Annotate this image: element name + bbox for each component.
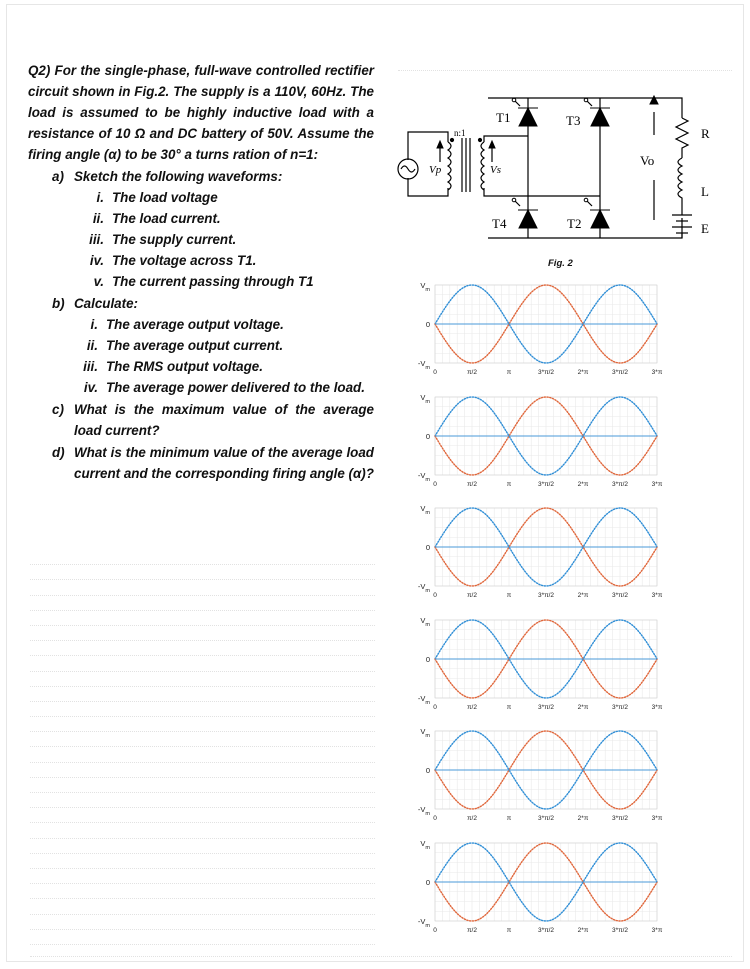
y-tick-label: $V_m$: [420, 727, 430, 739]
part-letter: d): [52, 445, 65, 460]
answer-line: [30, 763, 375, 778]
x-tick-label: π/2: [467, 369, 477, 376]
sub-item-number: iv.: [83, 380, 98, 395]
sub-item: [58, 377, 374, 398]
waveform-plot: [400, 387, 670, 492]
question-intro: Q2) For the single-phase, full-wave controlled rectifier circuit shown in Fig.2. The supply is a 110V, 60Hz. The load is assumed to be highly inductive load with a resistance of 10 Ω and DC battery of 50V. Assume the firing angle (α) to be 30° a turns ration of n=1:: [28, 63, 374, 162]
sub-item-text: The voltage across T1.: [112, 253, 257, 268]
x-tick-label: 3*π/2: [537, 592, 555, 599]
x-tick-label: π: [506, 369, 512, 376]
waveform-plot: [400, 275, 670, 380]
part-text: Sketch the following waveforms:: [74, 169, 283, 184]
x-tick-label: 3*π: [651, 480, 663, 488]
y-tick-label: $-V_m$: [417, 470, 430, 483]
x-tick-label: 3*π: [651, 703, 663, 711]
t1-label: T1: [496, 110, 511, 125]
sub-item-text: The load current.: [112, 211, 221, 226]
x-tick-label: π: [506, 703, 512, 711]
sub-item-list: [28, 187, 374, 292]
rectifier-circuit-diagram: [392, 70, 732, 260]
answer-line: [30, 899, 375, 914]
sub-item-number: i.: [90, 317, 98, 332]
answer-line: [30, 808, 375, 823]
sub-item-number: ii.: [92, 211, 104, 226]
y-tick-label: $-V_m$: [417, 582, 430, 594]
answer-line: [30, 854, 375, 869]
answer-line: [30, 915, 375, 930]
part-text: What is the minimum value of the average load current and the corresponding firing angle (α)?: [74, 445, 374, 481]
sub-item-text: The average output current.: [106, 338, 284, 353]
bottom-rule: [30, 956, 732, 957]
sub-item-text: The load voltage: [112, 190, 218, 205]
answer-line: [30, 687, 375, 702]
vo-label: Vo: [640, 153, 655, 168]
x-tick-label: 3*π: [651, 592, 663, 599]
x-tick-label: 3*π/2: [537, 369, 555, 376]
waveform-plot: [400, 833, 670, 938]
answer-line: [30, 869, 375, 884]
sub-item-text: The RMS output voltage.: [106, 359, 263, 374]
y-tick-label: $-V_m$: [417, 916, 430, 929]
part-heading: [28, 166, 374, 187]
x-tick-label: 2*π: [577, 926, 589, 934]
sub-item-text: The current passing through T1: [112, 274, 314, 289]
waveform-plot: [400, 721, 670, 826]
x-tick-label: π/2: [467, 480, 477, 488]
t4-label: T4: [492, 216, 507, 231]
part-letter: a): [52, 169, 64, 184]
y-tick-label: $V_m$: [420, 615, 430, 628]
x-tick-label: 0: [433, 480, 437, 488]
answer-line: [30, 930, 375, 945]
x-tick-label: 0: [433, 369, 437, 376]
sub-item-number: iv.: [89, 253, 104, 268]
answer-line: [30, 596, 375, 611]
sub-item: [58, 187, 374, 208]
x-tick-label: 3*π: [651, 815, 663, 822]
x-tick-label: 2*π: [577, 815, 589, 822]
x-tick-label: 3*π/2: [611, 480, 629, 488]
answer-line: [30, 839, 375, 854]
answer-line: [30, 778, 375, 793]
x-tick-label: π: [506, 926, 512, 934]
answer-line: [30, 550, 375, 565]
sub-item: [58, 250, 374, 271]
sub-item-text: The average power delivered to the load.: [106, 380, 365, 395]
x-tick-label: 2*π: [577, 480, 589, 488]
y-tick-label: $V_m$: [420, 504, 430, 516]
answer-line: [30, 823, 375, 838]
x-tick-label: 0: [433, 815, 437, 822]
y-tick-label: $V_m$: [420, 392, 430, 405]
sub-item-number: iii.: [89, 232, 104, 247]
question-part: [28, 293, 374, 398]
y-tick-label: $V_m$: [420, 838, 430, 851]
part-heading: [28, 442, 374, 484]
part-heading: [28, 399, 374, 441]
x-tick-label: π: [506, 815, 512, 822]
vs-label: Vs: [490, 164, 501, 176]
answer-lines: [30, 550, 375, 945]
figure-caption: Fig. 2: [548, 258, 573, 269]
answer-line: [30, 884, 375, 899]
sub-item-text: The supply current.: [112, 232, 237, 247]
question-part: [28, 166, 374, 292]
x-tick-label: 3*π/2: [611, 592, 629, 599]
sub-item: [58, 271, 374, 292]
y-tick-label: 0: [425, 766, 430, 775]
part-text: Calculate:: [74, 296, 138, 311]
sub-item: [58, 208, 374, 229]
x-tick-label: 3*π/2: [611, 815, 629, 822]
y-tick-label: 0: [425, 320, 430, 329]
x-tick-label: π: [506, 592, 512, 599]
question-part: [28, 442, 374, 484]
y-tick-label: $-V_m$: [417, 805, 430, 817]
answer-line: [30, 732, 375, 747]
part-letter: b): [52, 296, 65, 311]
answer-line: [30, 626, 375, 641]
y-tick-label: $-V_m$: [417, 359, 430, 371]
waveform-plot: [400, 498, 670, 603]
x-tick-label: 3*π/2: [611, 703, 629, 711]
x-tick-label: 3*π/2: [537, 703, 555, 711]
x-tick-label: π/2: [467, 703, 477, 711]
y-tick-label: 0: [425, 431, 430, 441]
x-tick-label: 0: [433, 703, 437, 711]
x-tick-label: 2*π: [577, 703, 589, 711]
vp-label: Vp: [429, 164, 442, 176]
e-label: E: [701, 221, 709, 236]
sub-item-text: The average output voltage.: [106, 317, 284, 332]
answer-line: [30, 717, 375, 732]
waveform-plot: [400, 610, 670, 715]
y-tick-label: 0: [425, 543, 430, 552]
x-tick-label: 3*π: [651, 926, 663, 934]
sub-item: [58, 335, 374, 356]
x-tick-label: 3*π: [651, 369, 663, 376]
sub-item-number: v.: [93, 274, 104, 289]
turns-ratio-label: n:1: [454, 128, 466, 138]
sub-item: [58, 356, 374, 377]
x-tick-label: 3*π/2: [537, 480, 555, 488]
answer-line: [30, 747, 375, 762]
y-tick-label: 0: [425, 877, 430, 887]
answer-line: [30, 565, 375, 580]
answer-line: [30, 793, 375, 808]
question-parts: [28, 166, 374, 484]
x-tick-label: 0: [433, 926, 437, 934]
answer-line: [30, 656, 375, 671]
part-text: What is the maximum value of the average load current?: [74, 402, 374, 438]
question-block: [28, 60, 374, 484]
x-tick-label: π/2: [467, 592, 477, 599]
question-part: [28, 399, 374, 441]
x-tick-label: 3*π/2: [611, 369, 629, 376]
x-tick-label: 0: [433, 592, 437, 599]
answer-line: [30, 641, 375, 656]
l-label: L: [701, 184, 709, 199]
x-tick-label: π/2: [467, 926, 477, 934]
sub-item-list: [28, 314, 374, 398]
y-tick-label: $-V_m$: [417, 693, 430, 706]
x-tick-label: 3*π/2: [537, 815, 555, 822]
t2-label: T2: [567, 216, 582, 231]
r-label: R: [701, 126, 710, 141]
t3-label: T3: [566, 113, 581, 128]
answer-line: [30, 580, 375, 595]
part-letter: c): [52, 402, 64, 417]
x-tick-label: π: [506, 480, 512, 488]
answer-line: [30, 672, 375, 687]
sub-item: [58, 229, 374, 250]
right-rule: [398, 70, 732, 71]
x-tick-label: 2*π: [577, 369, 589, 376]
y-tick-label: $V_m$: [420, 281, 430, 293]
x-tick-label: 3*π/2: [611, 926, 629, 934]
answer-line: [30, 702, 375, 717]
sub-item-number: iii.: [83, 359, 98, 374]
x-tick-label: 3*π/2: [537, 926, 555, 934]
y-tick-label: 0: [425, 654, 430, 664]
sub-item-number: i.: [96, 190, 104, 205]
x-tick-label: π/2: [467, 815, 477, 822]
sub-item-number: ii.: [86, 338, 98, 353]
answer-line: [30, 611, 375, 626]
part-heading: [28, 293, 374, 314]
sub-item: [58, 314, 374, 335]
x-tick-label: 2*π: [577, 592, 589, 599]
